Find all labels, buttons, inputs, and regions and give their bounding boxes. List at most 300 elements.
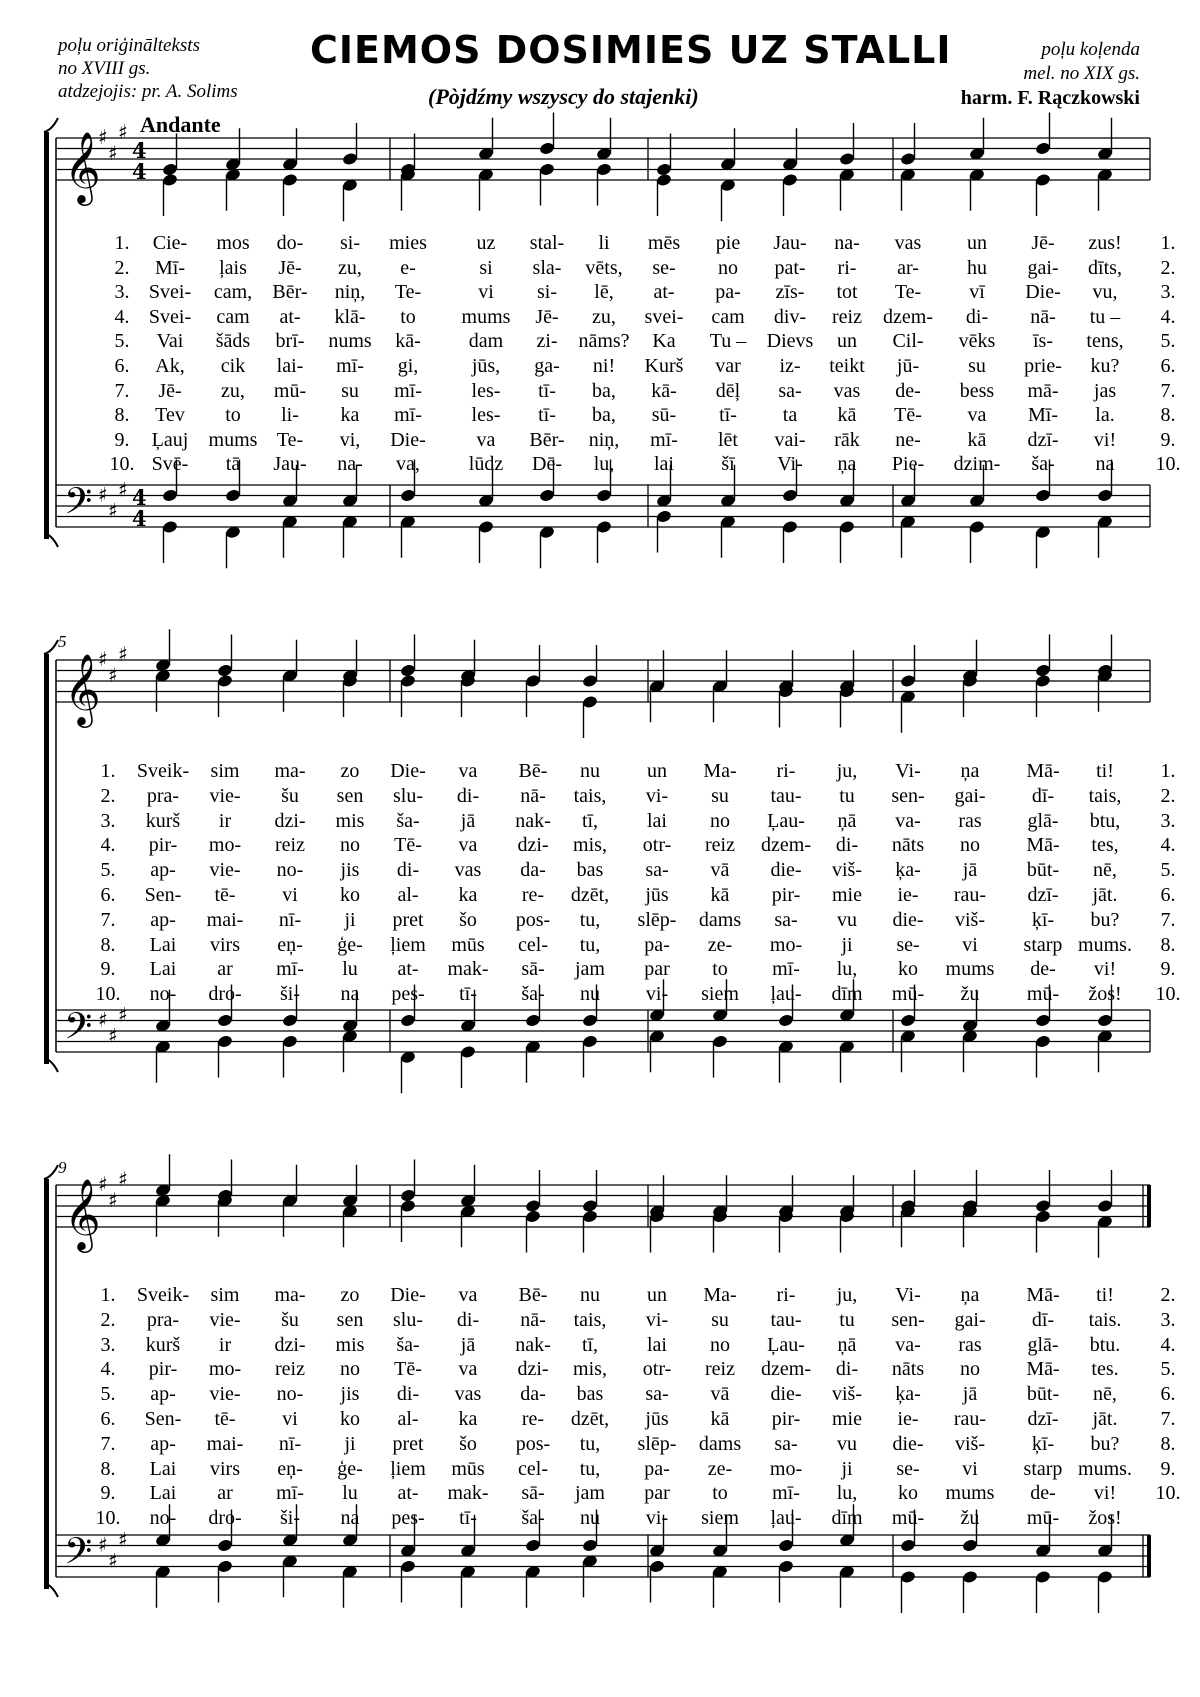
lyric-syllable: ba, — [592, 379, 616, 402]
lyric-syllable: vi- — [645, 784, 669, 807]
final-barline-thick — [1147, 1535, 1151, 1577]
lyric-syllable: siem — [701, 1507, 739, 1530]
lyric-syllable: da- — [520, 859, 546, 882]
lyric-syllable: Vi- — [777, 453, 803, 476]
lyric-syllable: ga- — [534, 355, 560, 377]
lyric-syllable: Kurš — [644, 355, 684, 377]
verse-number-end: 6. — [1160, 1383, 1176, 1406]
lyric-syllable: Mī- — [155, 256, 185, 279]
lyric-syllable: tā — [225, 453, 241, 476]
lyric-syllable: na — [1095, 453, 1115, 476]
lyric-syllable: bas — [576, 1383, 604, 1406]
lyric-syllable: zu, — [592, 305, 616, 328]
lyric-syllable: no — [718, 256, 738, 279]
lyric-verse-line — [0, 1334, 1200, 1358]
lyric-syllable: ķī- — [1031, 908, 1055, 931]
lyric-syllable: vēts, — [585, 256, 623, 279]
tempo-marking: Andante — [140, 112, 221, 137]
lyric-verse-line — [0, 355, 1200, 379]
lyric-syllable: ku? — [1090, 355, 1120, 377]
lyric-syllable: teikt — [829, 355, 865, 377]
verse-number-end: 1. — [1160, 760, 1176, 782]
lyric-syllable: no- — [276, 859, 304, 882]
lyric-syllable: ša- — [1031, 453, 1055, 476]
lyric-syllable: tais, — [573, 1308, 607, 1331]
lyric-syllable: Jē- — [158, 379, 182, 402]
lyric-syllable: mis — [335, 1333, 365, 1356]
lyric-syllable: pa- — [644, 1457, 670, 1480]
lyric-verse-line — [0, 1358, 1200, 1382]
verse-number-end: 6. — [1160, 884, 1176, 906]
lyric-syllable: sū- — [651, 404, 677, 427]
lyric-syllable: su — [968, 355, 986, 377]
lyric-syllable: vā — [710, 859, 730, 882]
lyric-syllable: tī- — [719, 404, 737, 427]
lyric-syllable: Lai — [149, 1457, 177, 1480]
verse-number: 7. — [100, 908, 116, 931]
lyric-syllable: ņā — [837, 1333, 857, 1356]
lyric-syllable: vi — [282, 884, 298, 906]
lyric-syllable: sa- — [645, 859, 669, 882]
lyric-syllable: slu- — [393, 784, 423, 807]
lyric-syllable: tu, — [579, 908, 601, 931]
lyric-syllable: ze- — [707, 1457, 733, 1480]
lyric-syllable: mums. — [1078, 1457, 1132, 1480]
lyric-syllable: no- — [149, 983, 177, 1006]
lyric-verse-line — [0, 760, 1200, 784]
lyric-syllable: cel- — [518, 1457, 548, 1480]
lyric-syllable: otr- — [642, 834, 672, 857]
lyric-syllable: mī- — [276, 958, 304, 981]
lyric-syllable: va- — [895, 809, 921, 832]
lyric-syllable: nu — [580, 1284, 600, 1306]
lyric-syllable: ko — [898, 958, 918, 981]
lyric-verse-line — [0, 404, 1200, 428]
lyric-syllable: nak- — [515, 1333, 551, 1356]
lyric-syllable: šu — [281, 784, 299, 807]
lyric-syllable: prie- — [1024, 355, 1062, 377]
lyric-syllable: un — [837, 330, 857, 353]
lyric-syllable: Die- — [390, 760, 426, 782]
lyric-syllable: ji — [841, 933, 853, 956]
lyric-syllable: ģe- — [337, 933, 363, 956]
lyric-syllable: siem — [701, 983, 739, 1006]
lyric-syllable: vī — [969, 281, 985, 304]
verse-number-end: 9. — [1160, 1457, 1176, 1480]
lyric-syllable: Jē- — [535, 305, 559, 328]
lyric-syllable: Cil- — [892, 330, 924, 353]
lyric-syllable: Tev — [155, 404, 185, 427]
lyric-syllable: Vai — [156, 330, 184, 353]
lyric-syllable: nu — [580, 1507, 600, 1530]
lyric-syllable: btu, — [1089, 809, 1121, 832]
lyric-syllable: nu — [580, 760, 600, 782]
lyric-syllable: jūs, — [471, 355, 501, 377]
lyric-syllable: li — [598, 232, 610, 254]
lyric-syllable: jis — [340, 1383, 360, 1406]
verse-number-end: 3. — [1160, 1308, 1176, 1331]
lyric-syllable: nī- — [278, 908, 302, 931]
lyric-syllable: at- — [279, 305, 301, 328]
verse-number: 3. — [100, 1333, 116, 1356]
lyric-syllable: svei- — [644, 305, 684, 328]
lyric-syllable: nāts — [891, 1358, 925, 1381]
lyric-verse-line — [0, 380, 1200, 404]
lyric-syllable: sim — [210, 760, 240, 782]
verse-number-end: 8. — [1160, 933, 1176, 956]
lyric-syllable: cel- — [518, 933, 548, 956]
lyric-syllable: si- — [340, 232, 360, 254]
lyric-syllable: tī- — [538, 379, 556, 402]
lyric-syllable: Vi- — [895, 760, 921, 782]
lyric-syllable: mo- — [208, 1358, 242, 1381]
lyric-syllable: jūs — [645, 1408, 669, 1430]
verse-number-end: 10. — [1155, 983, 1181, 1006]
lyric-syllable: kā- — [395, 330, 421, 353]
lyric-syllable: sen- — [891, 784, 925, 807]
lyric-syllable: si — [479, 256, 493, 279]
lyric-syllable: va — [458, 1284, 478, 1306]
key-signature-sharp: ♯ — [118, 1002, 128, 1027]
lyric-syllable: gai- — [954, 784, 986, 807]
verse-number-end: 2. — [1160, 784, 1176, 807]
lyric-syllable: mūs — [451, 933, 485, 956]
lyric-syllable: reiz — [705, 834, 735, 857]
lyric-syllable: cik — [220, 355, 246, 377]
lyric-syllable: pa- — [644, 933, 670, 956]
credit-line: poļu oriģinālteksts — [58, 35, 200, 56]
lyric-syllable: lai — [647, 809, 667, 832]
key-signature-sharp: ♯ — [98, 1172, 108, 1196]
lyric-syllable: un — [647, 760, 667, 782]
lyric-syllable: no — [710, 1333, 730, 1356]
lyric-syllable: tais, — [1088, 784, 1122, 807]
lyric-syllable: kurš — [145, 1333, 181, 1356]
lyric-syllable: mie — [832, 884, 862, 906]
lyric-verse-line — [0, 453, 1200, 477]
lyric-syllable: rāk — [834, 428, 860, 451]
verse-number: 8. — [114, 404, 130, 427]
lyric-syllable: pa- — [715, 281, 741, 304]
lyric-syllable: šo — [459, 908, 477, 931]
lyric-syllable: mums — [945, 958, 995, 981]
verse-number-end: 2. — [1160, 256, 1176, 279]
lyric-syllable: vu — [837, 908, 857, 931]
bracket-hook — [44, 118, 58, 132]
verse-number: 3. — [100, 809, 116, 832]
lyric-syllable: da- — [520, 1383, 546, 1406]
credit-line: mel. no XIX gs. — [1023, 63, 1140, 84]
lyric-syllable: lai — [654, 453, 674, 476]
lyric-syllable: mis — [335, 809, 365, 832]
lyric-syllable: mums — [945, 1482, 995, 1505]
lyric-syllable: viš- — [832, 859, 862, 882]
lyric-syllable: Tē- — [394, 834, 422, 857]
key-signature-sharp: ♯ — [108, 140, 118, 165]
lyric-syllable: va — [476, 428, 496, 451]
lyric-syllable: mo- — [769, 1457, 803, 1480]
lyric-syllable: ļiem — [390, 933, 426, 956]
lyric-verse-line — [0, 1458, 1200, 1482]
song-title: CIEMOS DOSIMIES UZ STALLI — [310, 28, 952, 72]
lyric-syllable: jā — [962, 859, 978, 882]
lyric-syllable: Jē- — [1031, 232, 1055, 254]
lyric-syllable: dams — [698, 1432, 742, 1455]
lyric-syllable: do- — [276, 232, 304, 254]
lyric-syllable: vas — [454, 1383, 482, 1406]
lyric-syllable: kurš — [145, 809, 181, 832]
lyric-syllable: mā- — [1027, 379, 1059, 402]
key-signature-sharp: ♯ — [98, 647, 108, 671]
lyric-syllable: Jau- — [273, 453, 307, 476]
lyric-syllable: dro- — [208, 1507, 242, 1530]
lyric-syllable: Die- — [390, 1284, 426, 1306]
lyric-syllable: jā — [460, 1333, 476, 1356]
lyric-syllable: un — [967, 232, 987, 254]
lyric-verse-line — [0, 1408, 1200, 1432]
lyric-syllable: at- — [397, 1482, 419, 1505]
lyric-syllable: Svei- — [148, 281, 192, 304]
lyric-syllable: sa- — [645, 1383, 669, 1406]
lyric-syllable: vi- — [645, 1507, 669, 1530]
lyric-syllable: mums — [208, 428, 258, 451]
verse-number: 4. — [114, 305, 130, 328]
lyric-syllable: mū- — [1026, 1507, 1060, 1530]
lyric-syllable: ap- — [150, 908, 176, 931]
verse-number: 4. — [100, 834, 116, 857]
lyric-syllable: ma- — [274, 1284, 306, 1306]
lyric-syllable: vas — [894, 232, 922, 254]
lyric-syllable: Sen- — [144, 1408, 182, 1430]
lyric-syllable: tais, — [573, 784, 607, 807]
verse-number: 2. — [114, 256, 130, 279]
lyric-syllable: vi — [962, 1457, 978, 1480]
lyric-syllable: mūs — [451, 1457, 485, 1480]
lyric-syllable: ķa- — [895, 859, 921, 882]
lyric-syllable: dzī- — [1027, 428, 1059, 451]
lyric-syllable: tī- — [459, 1507, 477, 1530]
lyric-syllable: vi — [282, 1408, 298, 1430]
lyric-syllable: di- — [835, 1358, 859, 1381]
lyric-syllable: ka — [340, 404, 360, 427]
lyric-syllable: Ma- — [703, 760, 737, 782]
verse-number: 3. — [114, 281, 130, 304]
lyric-syllable: ni! — [592, 355, 616, 377]
lyric-syllable: kā — [710, 1408, 730, 1430]
lyric-syllable: Sveik- — [136, 1284, 190, 1306]
lyric-syllable: ap- — [150, 1383, 176, 1406]
lyric-syllable: div- — [773, 305, 807, 328]
lyric-syllable: no- — [149, 1507, 177, 1530]
lyric-verse-line — [0, 1507, 1200, 1531]
lyric-syllable: dzī- — [1027, 1408, 1059, 1430]
lyric-syllable: par — [644, 1482, 670, 1505]
lyric-syllable: jas — [1093, 379, 1117, 402]
lyric-syllable: viš- — [955, 1432, 985, 1455]
treble-clef: 𝄞 — [64, 130, 101, 203]
lyric-syllable: jūs — [645, 884, 669, 906]
lyric-syllable: ļiem — [390, 1457, 426, 1480]
lyric-syllable: nā- — [520, 1308, 546, 1331]
lyric-syllable: dī- — [1031, 1308, 1055, 1331]
time-signature-numerator: 4 — [132, 138, 147, 163]
lyric-syllable: Svē- — [151, 453, 189, 476]
lyric-syllable: Ļauj — [151, 428, 189, 451]
lyric-syllable: ko — [898, 1482, 918, 1505]
key-signature-sharp: ♯ — [108, 1023, 118, 1048]
lyric-syllable: nī- — [278, 1432, 302, 1455]
lyric-syllable: kā — [710, 884, 730, 906]
lyric-syllable: tes. — [1091, 1358, 1119, 1381]
lyric-syllable: vi — [478, 281, 494, 304]
lyric-syllable: viš- — [832, 1383, 862, 1406]
lyric-syllable: mak- — [447, 958, 489, 981]
lyric-syllable: tī, — [581, 809, 599, 832]
lyric-syllable: zu, — [221, 379, 245, 402]
lyric-syllable: mak- — [447, 1482, 489, 1505]
lyric-syllable: ti! — [1096, 760, 1114, 782]
bracket-hook — [44, 640, 58, 654]
lyric-verse-line — [0, 1284, 1200, 1308]
lyric-syllable: pes- — [391, 983, 425, 1006]
lyric-syllable: nē, — [1093, 1383, 1117, 1406]
lyric-syllable: dēļ — [715, 379, 741, 402]
lyric-syllable: lūdz — [468, 453, 504, 476]
verse-number: 5. — [100, 859, 116, 882]
lyric-syllable: gai- — [1027, 256, 1059, 279]
lyric-syllable: nu — [580, 983, 600, 1006]
lyric-syllable: ri- — [837, 256, 857, 279]
lyric-syllable: tu, — [579, 1432, 601, 1455]
lyric-syllable: ta — [782, 404, 798, 427]
lyric-syllable: re- — [521, 884, 545, 906]
lyric-syllable: tu – — [1089, 305, 1121, 328]
lyric-syllable: lu, — [593, 453, 615, 476]
lyric-syllable: va — [458, 834, 478, 857]
lyric-syllable: Sveik- — [136, 760, 190, 782]
lyric-syllable: pir- — [771, 1408, 801, 1430]
lyric-syllable: pat- — [774, 256, 806, 279]
lyric-syllable: vi- — [645, 1308, 669, 1331]
verse-number: 6. — [100, 1408, 116, 1430]
lyric-syllable: hu — [967, 256, 987, 279]
lyric-syllable: dzi- — [517, 1358, 549, 1381]
lyric-syllable: gi, — [397, 355, 419, 377]
lyric-syllable: ju, — [836, 1284, 858, 1306]
lyric-syllable: di- — [396, 1383, 420, 1406]
lyric-syllable: va — [458, 1358, 478, 1381]
lyric-syllable: vie- — [209, 859, 241, 882]
lyric-syllable: su — [711, 1308, 729, 1331]
verse-number-end: 4. — [1160, 305, 1176, 328]
verse-number-end: 10. — [1155, 1482, 1181, 1505]
lyric-syllable: slēp- — [637, 908, 677, 931]
lyric-syllable: pra- — [146, 784, 180, 807]
lyric-syllable: tī- — [538, 404, 556, 427]
lyric-syllable: mū- — [891, 983, 925, 1006]
lyric-syllable: reiz — [832, 305, 862, 328]
lyric-syllable: jam — [575, 1482, 605, 1505]
lyric-syllable: tī, — [581, 1333, 599, 1356]
lyric-syllable: lu, — [836, 1482, 858, 1505]
lyric-syllable: Te- — [394, 281, 422, 304]
lyric-syllable: dzēt, — [570, 884, 610, 906]
lyric-syllable: sen — [336, 1308, 364, 1331]
lyric-syllable: būt- — [1026, 1383, 1060, 1406]
verse-number: 4. — [100, 1358, 116, 1381]
lyric-verse-line — [0, 810, 1200, 834]
lyric-syllable: ir — [218, 1333, 232, 1356]
lyric-syllable: mums. — [1078, 933, 1132, 956]
lyric-syllable: ša- — [521, 1507, 545, 1530]
lyric-syllable: vu, — [1092, 281, 1118, 304]
lyric-syllable: no — [340, 1358, 360, 1381]
lyric-syllable: dīm — [831, 983, 863, 1006]
key-signature-sharp: ♯ — [108, 1187, 118, 1212]
lyric-verse-line — [0, 330, 1200, 354]
verse-number-end: 2. — [1160, 1284, 1176, 1306]
lyric-syllable: nā- — [520, 784, 546, 807]
lyric-syllable: ap- — [150, 859, 176, 882]
verse-number-end: 3. — [1160, 809, 1176, 832]
lyric-syllable: žu — [960, 983, 980, 1006]
lyric-syllable: Mā- — [1026, 760, 1060, 782]
lyric-syllable: lu — [342, 958, 358, 981]
lyric-syllable: lu, — [836, 958, 858, 981]
lyric-syllable: pir- — [148, 834, 178, 857]
lyric-syllable: ji — [344, 908, 356, 931]
lyric-syllable: si- — [537, 281, 557, 304]
lyric-syllable: Dē- — [532, 453, 562, 476]
lyric-syllable: va — [967, 404, 987, 427]
lyric-syllable: Ma- — [703, 1284, 737, 1306]
lyric-syllable: zu, — [338, 256, 362, 279]
lyric-syllable: virs — [210, 1457, 240, 1480]
lyric-syllable: Bēr- — [272, 281, 308, 304]
lyric-syllable: ko — [340, 1408, 360, 1430]
lyric-syllable: ko — [340, 884, 360, 906]
lyric-syllable: vā — [710, 1383, 730, 1406]
lyric-syllable: vai- — [774, 428, 806, 451]
lyric-syllable: vi! — [1093, 428, 1117, 451]
lyric-syllable: Vi- — [895, 1284, 921, 1306]
lyric-syllable: ze- — [707, 933, 733, 956]
lyric-syllable: Dievs — [766, 330, 814, 353]
lyric-syllable: ķa- — [895, 1383, 921, 1406]
lyric-syllable: var — [715, 355, 741, 377]
lyric-syllable: dams — [698, 908, 742, 931]
lyric-syllable: vi- — [645, 983, 669, 1006]
song-subtitle: (Pòjdźmy wszyscy do stajenki) — [428, 84, 699, 109]
lyric-syllable: mai- — [206, 908, 244, 931]
lyric-syllable: bu? — [1090, 1432, 1120, 1455]
lyric-syllable: ne- — [895, 428, 921, 451]
lyric-syllable: no — [340, 834, 360, 857]
verse-number-end: 9. — [1160, 428, 1176, 451]
verse-number: 9. — [114, 428, 130, 451]
lyric-syllable: zo — [340, 1284, 360, 1306]
lyric-syllable: mie — [832, 1408, 862, 1430]
lyric-syllable: gai- — [954, 1308, 986, 1331]
lyric-syllable: pie — [715, 232, 741, 254]
lyric-syllable: at- — [653, 281, 675, 304]
lyric-syllable: ri- — [776, 760, 796, 782]
lyric-syllable: ša- — [521, 983, 545, 1006]
lyric-syllable: mū- — [891, 1507, 925, 1530]
verse-number: 10. — [95, 983, 121, 1006]
lyric-syllable: de- — [895, 379, 921, 402]
lyric-syllable: tes, — [1091, 834, 1119, 857]
